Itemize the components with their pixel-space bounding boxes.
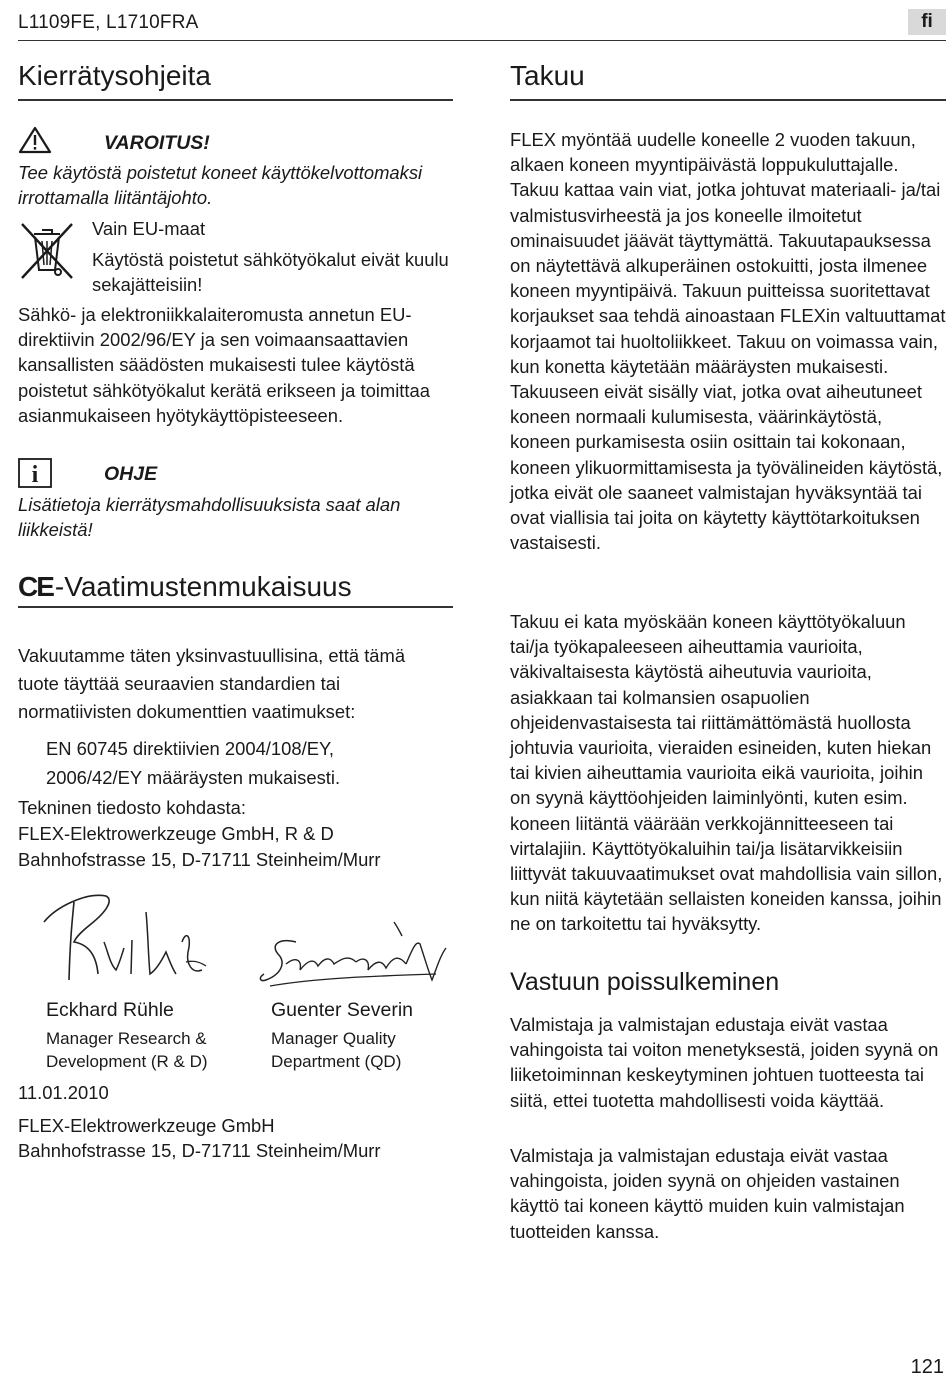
ce-standards: EN 60745 direktiivien 2004/108/EY, 2006/42/EY määräysten mukaisesti. [46, 738, 341, 788]
recycle-title: Kierrätysohjeita [18, 60, 211, 91]
ce-heading [18, 570, 458, 604]
info-icon [18, 458, 52, 488]
header-divider [18, 40, 946, 41]
ce-intro: Vakuutamme täten yksinvastuullisina, että tämä tuote täyttää seuraavien standardien tai normatiivisten dokumenttien vaatimukset: [18, 645, 406, 722]
page-number: 121 [910, 1356, 944, 1378]
note-label: OHJE [104, 463, 158, 485]
footer-company: FLEX-Elektrowerkzeuge GmbH [18, 1115, 275, 1136]
crossed-bin-icon [18, 220, 76, 282]
liability-title: Vastuun poissulkeminen [510, 968, 780, 996]
tech-file-address: Bahnhofstrasse 15, D-71711 Steinheim/Murr [18, 849, 381, 870]
signature-ruhle [36, 882, 226, 992]
tech-file-label: Tekninen tiedosto kohdasta: [18, 797, 246, 818]
signer1-name: Eckhard Rühle [46, 999, 174, 1021]
signer1-role-line2: Development (R & D) [46, 1052, 208, 1071]
tech-file-company: FLEX-Elektrowerkzeuge GmbH, R & D [18, 823, 334, 844]
svg-text:i: i [31, 462, 39, 488]
eu-only-label: Vain EU-maat [92, 218, 206, 239]
signature-date: 11.01.2010 [18, 1082, 109, 1103]
warning-text: Tee käytöstä poistetut koneet käyttökelvottomaksi irrottamalla liitäntäjohto. [18, 162, 423, 209]
signer1-role-line1: Manager Research & [46, 1029, 207, 1048]
header-model: L1109FE, L1710FRA [18, 12, 199, 33]
signer2-role-line2: Department (QD) [271, 1052, 402, 1071]
eu-text: Käytöstä poistetut sähkötyökalut eivät kuulu sekajätteisiin! [92, 249, 449, 296]
warranty-title: Takuu [510, 60, 585, 91]
warning-label: VAROITUS! [104, 132, 210, 154]
recycle-title-rule [18, 99, 453, 101]
note-text: Lisätietoja kierrätysmahdollisuuksista saat alan liikkeistä! [18, 494, 401, 541]
liability-paragraph-2: Valmistaja ja valmistajan edustaja eivät vastaa vahingoista, joiden syynä on ohjeiden vastainen käyttö tai koneen käyttö muiden kuin valmistajan tuotteiden kanssa. [510, 1145, 905, 1242]
signature-severin [256, 920, 452, 1000]
ce-title: -Vaatimustenmukaisuus [54, 571, 352, 602]
liability-paragraph-1: Valmistaja ja valmistajan edustaja eivät vastaa vahingoista tai voiton menetyksestä, joiden syynä on liiketoiminnan keskeytyminen johtuen tuotteesta tai siitä, ettei tuotetta mahdollisesti voida käyttää. [510, 1014, 939, 1111]
language-badge: fi [908, 9, 946, 35]
warranty-paragraph-1: FLEX myöntää uudelle koneelle 2 vuoden takuun, alkaen koneen myyntipäivästä loppukuluttajalle. Takuu kattaa vain viat, jotka johtuvat materiaali- ja/tai valmistusvirheestä ja jos koneelle ilmoitetut ominaisuudet jäävät täyttymättä. Takuutapauksessa on näytettävä alkuperäinen ostokuitti, josta ilmenee koneen myyntipäivä. Takuun puitteissa suoritettavat korjaukset saa tehdä ainoastaan FLEXin valtuuttamat korjaamot tai huoltoliikkeet. Takuu on voimassa vain, kun konetta käytetään määräysten mukaisesti. Takuuseen eivät sisälly viat, jotka ovat aiheutuneet koneen normaali kulumisesta, väärinkäytöstä, koneen purkamisesta osiin osittain tai kokonaan, koneen ylikuormittamisesta ja työvälineiden käytöstä, jotka eivät ole saaneet valmistajan hyväksyntää tai ovat viallisia tai joita on käytetty käyttötarkoituksen vastaisesti. [510, 129, 946, 554]
footer-address: Bahnhofstrasse 15, D-71711 Steinheim/Murr [18, 1140, 381, 1161]
directive-text: Sähkö- ja elektroniikkalaiteromusta annetun EU-direktiivin 2002/96/EY ja sen voimaansaattavien kansallisten säädösten mukaisesti tulee käytöstä poistetut sähkötyökalut kerätä erikseen ja toimittaa asianmukaiseen hyötykäyttöpisteeseen. [18, 304, 430, 426]
signer2-role-line1: Manager Quality [271, 1029, 396, 1048]
warranty-paragraph-2: Takuu ei kata myöskään koneen käyttötyökaluun tai/ja työkapaleeseen aiheuttamia vaurioita, väkivaltaisesta käytöstä aiheutuvia vaurioita, asiakkaan tai kolmansien osapuolien ohjeidenvastaisesta tai riittämättömästä huollosta johtuvia vaurioita, vieraiden esineiden, kuten hiekan tai kivien aiheuttamia vaurioita eikä vaurioita, joihin on syynä käyttöohjeiden laiminlyönti, kuten esim. koneen liitäntä väärään verkkojännitteeseen tai virtalajiin. Käyttötyökaluihin tai/ja lisätarvikkeisiin liittyvät takuuvaatimukset ovat mahdollisia vain sillon, kun niitä käytetään sellaisten koneiden kanssa, joihin ne on tarkoitettu tai hyväksytty. [510, 611, 943, 935]
warning-icon [18, 126, 52, 154]
ce-mark: CE [18, 571, 53, 602]
warranty-title-rule [510, 99, 946, 101]
signer2-name: Guenter Severin [271, 999, 413, 1021]
ce-title-rule [18, 606, 453, 608]
